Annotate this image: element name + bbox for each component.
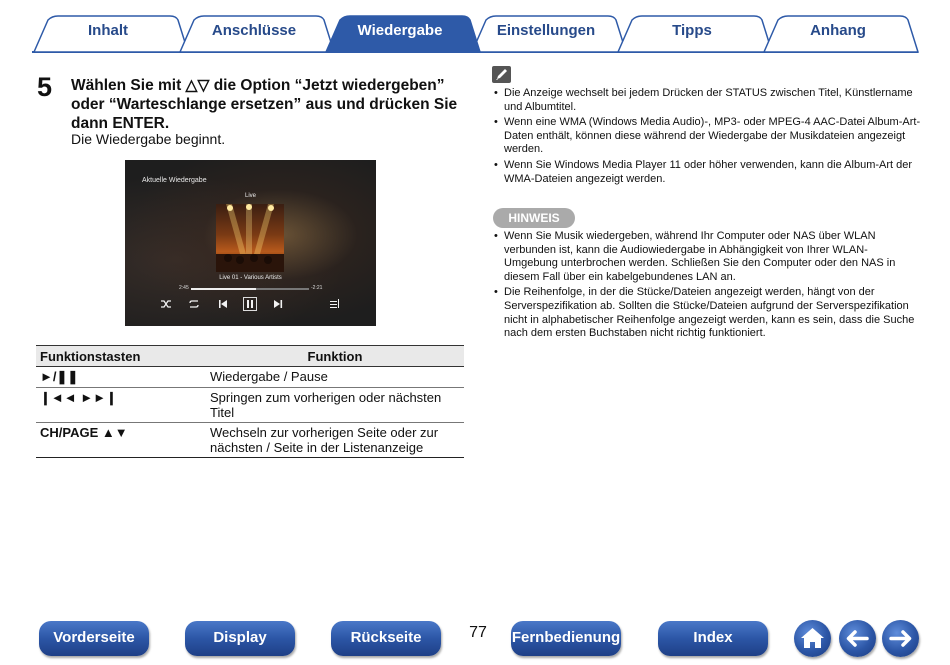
function-key-table — [36, 345, 464, 458]
nav-index-button[interactable]: Index — [658, 621, 768, 656]
step-result: Die Wiedergabe beginnt. — [71, 131, 226, 147]
col-header-function: Funktion — [206, 346, 464, 367]
hinweis-item: • Die Reihenfolge, in der die Stücke/Dateien angezeigt werden, hängt von der Serverspezifikation ab. Sollten die Stücke/Dateien aufgrund der Serverspezifikation nicht in alphabetischer Reihenfolge angezeigt werden, kann es sein, dass die Suche nach dem ersten Buchstaben nicht richtig funktioniert. — [493, 286, 921, 340]
function-cell: Springen zum vorherigen oder nächsten Titel — [206, 388, 464, 423]
home-icon — [794, 620, 831, 657]
arrow-left-icon — [839, 620, 876, 657]
table-row — [36, 388, 464, 423]
tab-tipps[interactable]: Tipps — [672, 22, 712, 39]
page-number: 77 — [469, 624, 487, 641]
notes-section — [493, 87, 921, 188]
concert-image — [216, 204, 284, 272]
tab-einstellungen[interactable]: Einstellungen — [496, 22, 596, 39]
tab-anschluesse[interactable]: Anschlüsse — [211, 22, 297, 39]
table-row — [36, 423, 464, 458]
now-playing-screenshot — [125, 160, 376, 326]
table-row — [36, 367, 464, 388]
note-item: • Wenn Sie Windows Media Player 11 oder höher verwenden, kann die Album-Art der WMA-Dateien angezeigt werden. — [493, 159, 921, 186]
function-cell: Wiedergabe / Pause — [206, 367, 464, 388]
step-number: 5 — [37, 72, 53, 102]
queue-icon — [328, 297, 342, 311]
pencil-icon — [492, 66, 511, 83]
table-header-row — [36, 346, 464, 367]
album-label: Live — [244, 193, 256, 199]
arrow-right-icon — [882, 620, 919, 657]
hinweis-section — [493, 230, 921, 343]
nav-rueckseite-button[interactable]: Rückseite — [331, 621, 441, 656]
nav-vorderseite-button[interactable]: Vorderseite — [39, 621, 149, 656]
repeat-icon — [187, 297, 201, 311]
screen-header: Aktuelle Wiedergabe — [142, 177, 207, 184]
nav-fernbedienung-button[interactable]: Fernbedienung — [511, 621, 621, 656]
previous-icon — [216, 297, 230, 311]
forward-button[interactable] — [882, 620, 919, 657]
tab-inhalt[interactable]: Inhalt — [88, 22, 128, 39]
step-instruction: Wählen Sie mit △▽ die Option “Jetzt wiedergeben” oder “Warteschlange ersetzen” aus und drücken Sie dann ENTER. — [71, 77, 458, 132]
tab-anhang[interactable]: Anhang — [810, 22, 866, 39]
remaining-time: -2:21 — [311, 285, 323, 291]
note-item: • Die Anzeige wechselt bei jedem Drücken der STATUS zwischen Titel, Künstlername und Albumtitel. — [493, 87, 921, 114]
progress-bar — [191, 288, 309, 290]
shuffle-icon — [159, 297, 173, 311]
track-info: Live 01 - Various Artists — [219, 275, 282, 281]
tab-bar — [0, 0, 950, 56]
note-item: • Wenn eine WMA (Windows Media Audio)-, MP3- oder MPEG-4 AAC-Datei Album-Art-Daten enthält, können diese während der Wiedergabe der Musikdateien angezeigt werden. — [493, 116, 921, 157]
key-cell: CH/PAGE ▲▼ — [36, 423, 206, 458]
key-cell: ►/❚❚ — [36, 367, 206, 388]
pause-icon — [243, 297, 257, 311]
progress-fill — [191, 288, 256, 290]
key-cell: ❙◄◄ ►►❙ — [36, 388, 206, 423]
col-header-keys: Funktionstasten — [36, 346, 206, 367]
nav-display-button[interactable]: Display — [185, 621, 295, 656]
tab-wiedergabe[interactable]: Wiedergabe — [357, 22, 443, 39]
hinweis-badge: HINWEIS — [493, 208, 575, 228]
back-button[interactable] — [839, 620, 876, 657]
hinweis-item: • Wenn Sie Musik wiedergeben, während Ihr Computer oder NAS über WLAN verbunden ist, kann die Audiowiedergabe in Abhängigkeit von Ihrer WLAN-Umgebung unterbrochen werden. Schließen Sie den Computer oder den NAS in diesem Fall über ein kabelgebundenes LAN an. — [493, 230, 921, 284]
album-art — [216, 204, 284, 272]
function-cell: Wechseln zur vorherigen Seite oder zur nächsten / Seite in der Listenanzeige — [206, 423, 464, 458]
elapsed-time: 2:45 — [179, 285, 189, 291]
next-icon — [271, 297, 285, 311]
home-button[interactable] — [794, 620, 831, 657]
